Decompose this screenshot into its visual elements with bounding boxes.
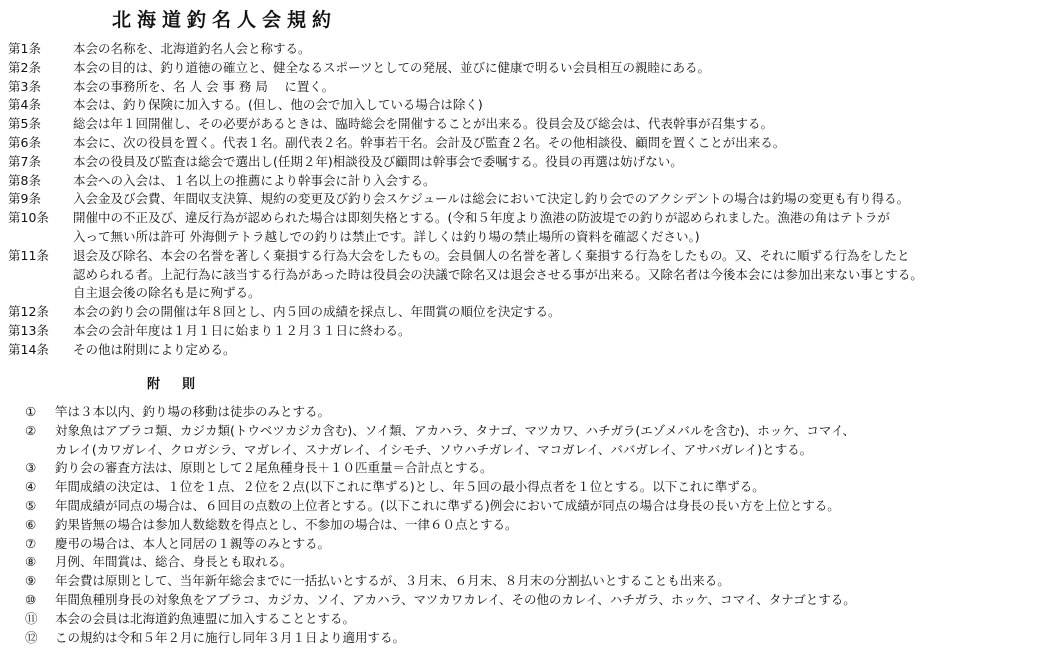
articles-list (8, 40, 1056, 360)
article-text (73, 172, 1056, 191)
fusoku-rule-line: 年間成績が同点の場合は、６回目の点数の上位者とする。(以下これに準ずる)例会において成績が同点の場合は身長の長い方を上位とする。 (55, 497, 840, 513)
fusoku-rule-line: この規約は令和５年２月に施行し同年３月１日より適用する。 (55, 629, 406, 645)
fusoku-rule-item (25, 422, 1055, 460)
fusoku-rule-number: ⑫ (25, 629, 38, 645)
fusoku-rule-text (55, 591, 1055, 610)
article-item (8, 303, 1056, 322)
document-title: 北海道釣名人会規約 (112, 9, 338, 31)
fusoku-rule-item (25, 572, 1055, 591)
article-number: 第12条 (8, 304, 49, 320)
fusoku-rule-item (25, 516, 1055, 535)
article-number: 第10条 (8, 210, 49, 226)
article-number: 第6条 (8, 134, 41, 150)
fusoku-rule-number: ⑪ (25, 610, 38, 626)
article-item (8, 153, 1056, 172)
article-line: 退会及び除名、本会の名誉を著しく棄損する行為大会をしたもの。会員個人の名誉を著しく棄損する行為をしたもの。又、それに順ずる行為をしたと (73, 247, 910, 263)
fusoku-rule-item (25, 459, 1055, 478)
fusoku-rule-number: ④ (25, 479, 37, 495)
article-line: 自主退会後の除名も是に殉ずる。 (73, 285, 261, 301)
article-number: 第1条 (8, 41, 41, 56)
fusoku-rule-line: カレイ(カワガレイ、クロガシラ、マガレイ、スナガレイ、イシモチ、ソウハチガレイ、マコガレイ、ババガレイ、アサバガレイ)とする。 (55, 441, 813, 457)
article-number: 第2条 (8, 59, 41, 75)
article-item (8, 115, 1056, 134)
fusoku-rule-text (55, 516, 1055, 535)
fusoku-rule-line: 慶弔の場合は、本人と同居の１親等のみとする。 (55, 535, 331, 551)
fusoku-rule-line: 月例、年間賞は、総合、身長とも取れる。 (55, 554, 293, 570)
article-item (8, 341, 1056, 360)
article-text (73, 341, 1056, 360)
article-item (8, 40, 1056, 59)
article-item (8, 78, 1056, 97)
article-line: 本会の役員及び監査は総会で選出し(任期２年)相談役及び顧問は幹事会で委嘱する。役員の再選は妨げない。 (73, 153, 683, 169)
article-number: 第7条 (8, 153, 41, 169)
fusoku-rule-number: ⑨ (25, 573, 37, 589)
fusoku-rule-item (25, 591, 1055, 610)
fusoku-rule-item (25, 610, 1055, 629)
article-text (73, 40, 1056, 59)
article-line: 入って無い所は許可 外海側テトラ越しでの釣りは禁止です。詳しくは釣り場の禁止場所の資料を確認ください。) (73, 228, 700, 244)
fusoku-rule-item (25, 403, 1055, 422)
article-line: 入会金及び会費、年間収支決算、規約の変更及び釣り会スケジュールは総会において決定し釣り会でのアクシデントの場合は釣場の変更も有り得る。 (73, 191, 910, 207)
article-text (73, 303, 1056, 322)
article-text (73, 322, 1056, 341)
fusoku-rule-line: 年間魚種別身長の対象魚をアブラコ、カジカ、ソイ、アカハラ、マツカワカレイ、その他のカレイ、ハチガラ、ホッケ、コマイ、タナゴとする。 (55, 591, 856, 607)
article-number: 第11条 (8, 247, 49, 263)
fusoku-rule-text (55, 553, 1055, 572)
fusoku-rule-item (25, 497, 1055, 516)
article-line: 本会の目的は、釣り道徳の確立と、健全なるスポーツとしての発展、並びに健康で明るい会員相互の親睦にある。 (73, 59, 711, 75)
article-line: 本会に、次の役員を置く。代表１名。副代表２名。幹事若干名。会計及び監査２名。その他相談役、顧問を置くことが出来る。 (73, 134, 786, 150)
fusoku-rule-item (25, 629, 1055, 648)
fusoku-rule-text (55, 422, 1055, 460)
article-number: 第13条 (8, 322, 49, 338)
fusoku-rules-list (25, 403, 1055, 647)
fusoku-rule-text (55, 459, 1055, 478)
fusoku-rule-text (55, 403, 1055, 422)
fusoku-rule-number: ③ (25, 460, 37, 476)
article-text (73, 247, 1056, 303)
fusoku-rule-item (25, 478, 1055, 497)
fusoku-rule-line: 対象魚はアブラコ類、カジカ類(トウベツカジカ含む)、ソイ類、アカハラ、タナゴ、マツカワ、ハチガラ(エゾメバルを含む)、ホッケ、コマイ、 (55, 422, 856, 438)
article-line: 本会への入会は、１名以上の推薦により幹事会に計り入会する。 (73, 172, 436, 188)
fusoku-rule-item (25, 553, 1055, 572)
article-line: 本会の釣り会の開催は年８回とし、内５回の成績を採点し、年間賞の順位を決定する。 (73, 304, 561, 320)
article-item (8, 59, 1056, 78)
fusoku-rule-item (25, 535, 1055, 554)
article-text (73, 59, 1056, 78)
fusoku-rule-text (55, 497, 1055, 516)
fusoku-rule-number: ⑦ (25, 535, 37, 551)
article-item (8, 134, 1056, 153)
article-line: 本会の会計年度は１月１日に始まり１２月３１日に終わる。 (73, 322, 411, 338)
fusoku-rule-number: ⑧ (25, 554, 37, 570)
article-number: 第4条 (8, 97, 41, 113)
article-text (73, 190, 1056, 209)
article-text (73, 96, 1056, 115)
fusoku-rule-line: 釣果皆無の場合は参加人数総数を得点とし、不参加の場合は、一律６０点とする。 (55, 516, 518, 532)
article-text (73, 78, 1056, 97)
fusoku-rule-line: 年間成績の決定は、１位を１点、２位を２点(以下これに準ずる)とし、年５回の最小得点者を１位とする。以下これに準ずる。 (55, 479, 765, 495)
fusoku-rule-line: 年会費は原則として、当年新年総会までに一括払いとするが、３月末、６月末、８月末の分割払いとすることも出来る。 (55, 573, 730, 589)
article-number: 第5条 (8, 116, 41, 132)
article-line: その他は附則により定める。 (73, 341, 236, 357)
fusoku-rule-number: ⑩ (25, 591, 37, 607)
fusoku-rule-number: ⑥ (25, 516, 37, 532)
fusoku-rule-number: ⑤ (25, 497, 37, 513)
article-line: 本会の名称を、北海道釣名人会と称する。 (73, 41, 311, 56)
article-number: 第3条 (8, 78, 41, 94)
fusoku-rule-number: ① (25, 404, 37, 419)
article-number: 第9条 (8, 191, 41, 207)
fusoku-rule-line: 本会の会員は北海道釣魚連盟に加入することとする。 (55, 610, 356, 626)
fusoku-heading: 附則 (147, 377, 218, 392)
article-item (8, 190, 1056, 209)
article-line: 本会の事務所を、名 人 会 事 務 局 に置く。 (73, 78, 335, 94)
fusoku-rule-text (55, 535, 1055, 554)
fusoku-rule-text (55, 572, 1055, 591)
article-number: 第14条 (8, 341, 49, 357)
article-line: 本会は、釣り保険に加入する。(但し、他の会で加入している場合は除く) (73, 97, 483, 113)
article-item (8, 322, 1056, 341)
fusoku-rule-text (55, 629, 1055, 648)
article-item (8, 209, 1056, 247)
article-line: 開催中の不正及び、違反行為が認められた場合は即刻失格とする。(令和５年度より漁港の防波堤での釣りが認められました。漁港の角はテトラが (73, 210, 890, 226)
article-line: 認められる者。上記行為に該当する行為があった時は役員会の決議で除名又は退会させる事が出来る。又除名者は今後本会には参加出来ない事とする。 (73, 266, 923, 282)
article-text (73, 115, 1056, 134)
article-line: 総会は年１回開催し、その必要があるときは、臨時総会を開催することが出来る。役員会及び総会は、代表幹事が召集する。 (73, 116, 774, 132)
article-item (8, 247, 1056, 303)
article-text (73, 209, 1056, 247)
fusoku-rule-number: ② (25, 422, 37, 438)
fusoku-rule-line: 釣り会の審査方法は、原則として２尾魚種身長＋１０匹重量＝合計点とする。 (55, 460, 493, 476)
article-item (8, 172, 1056, 191)
article-text (73, 134, 1056, 153)
fusoku-rule-text (55, 478, 1055, 497)
article-text (73, 153, 1056, 172)
fusoku-rule-line: 竿は３本以内、釣り場の移動は徒歩のみとする。 (55, 404, 331, 419)
article-item (8, 96, 1056, 115)
article-number: 第8条 (8, 172, 41, 188)
fusoku-rule-text (55, 610, 1055, 629)
